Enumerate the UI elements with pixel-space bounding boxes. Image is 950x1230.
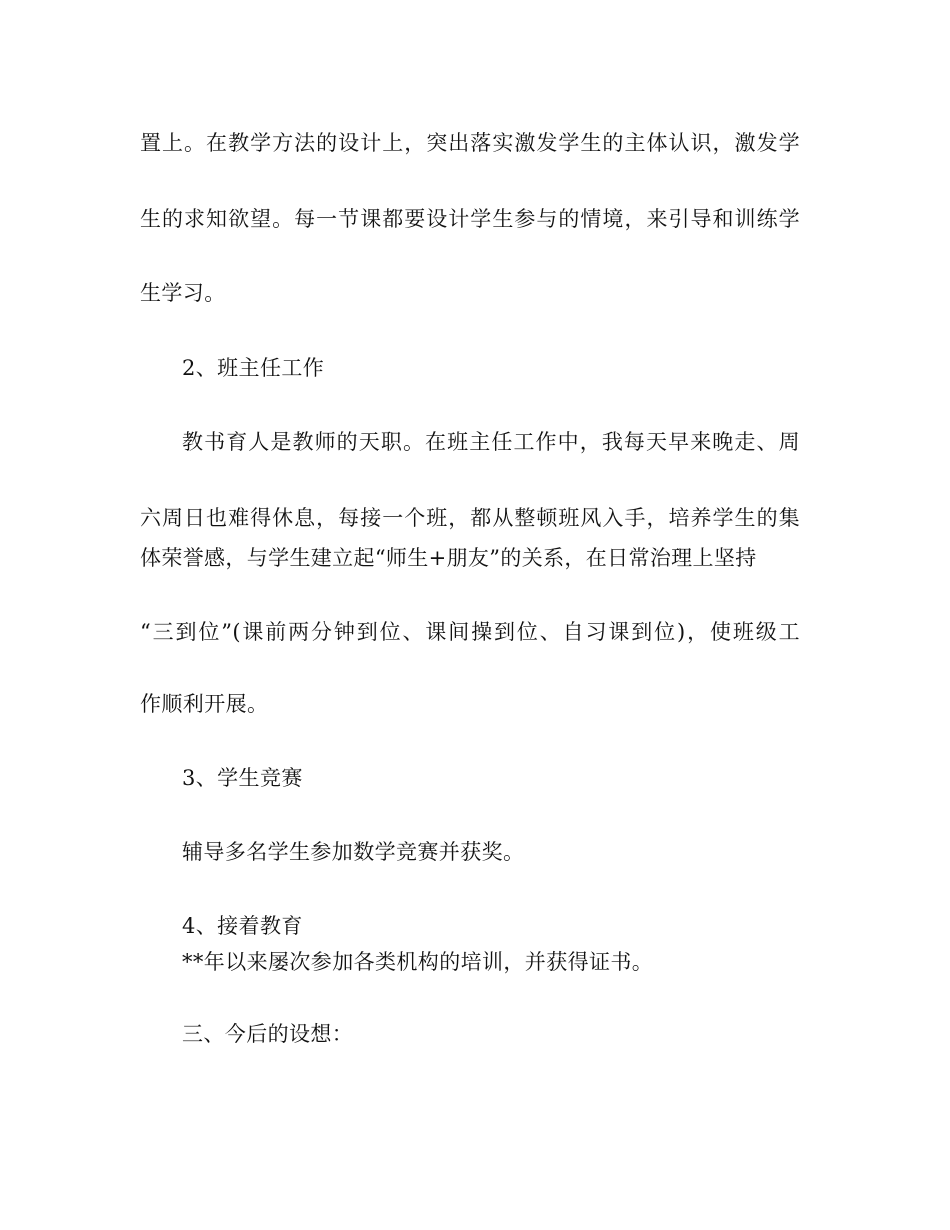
section-heading: 3、学生竞赛 xyxy=(182,766,303,790)
paragraph-line: 辅导多名学生参加数学竞赛并获奖。 xyxy=(182,840,525,864)
paragraph-line: 置上。在教学方法的设计上，突出落实激发学生的主体认识，激发学 xyxy=(140,131,800,155)
section-heading: 2、班主任工作 xyxy=(182,356,325,380)
paragraph-line: 生学习。 xyxy=(140,281,226,305)
paragraph-line: 生的求知欲望。每一节课都要设计学生参与的情境，来引导和训练学 xyxy=(140,207,800,231)
paragraph-line: 作顺利开展。 xyxy=(140,692,269,716)
paragraph-line: 体荣誉感，与学生建立起“师生+朋友”的关系，在日常治理上坚持 xyxy=(140,546,757,570)
paragraph-line: 六周日也难得休息，每接一个班，都从整顿班风入手，培养学生的集 xyxy=(140,506,800,530)
section-heading: 三、今后的设想： xyxy=(182,1022,354,1046)
paragraph-line: “三到位”(课前两分钟到位、课间操到位、自习课到位)，使班级工 xyxy=(140,620,800,644)
paragraph-line: 教书育人是教师的天职。在班主任工作中，我每天早来晚走、周 xyxy=(182,430,800,454)
paragraph-line: **年以来屡次参加各类机构的培训，并获得证书。 xyxy=(182,950,654,974)
section-heading: 4、接着教育 xyxy=(182,914,303,938)
